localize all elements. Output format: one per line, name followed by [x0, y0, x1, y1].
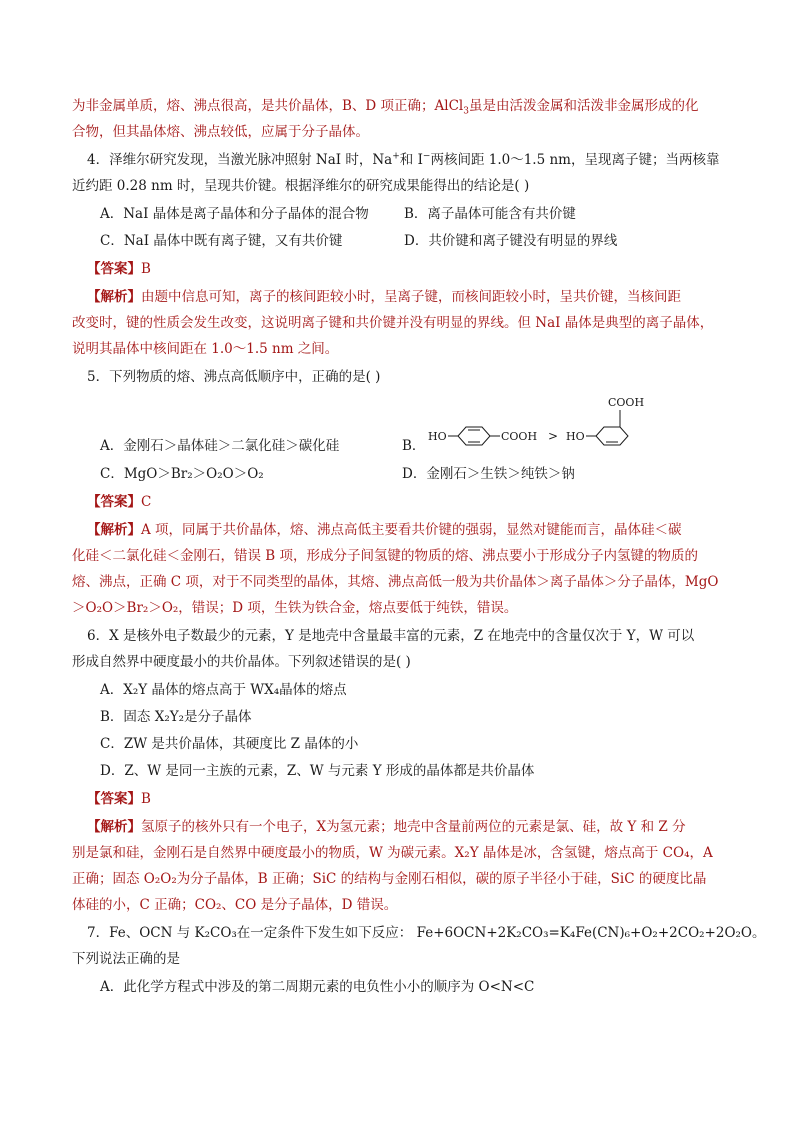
hydroxybenzoic-acid-structures: [420, 390, 660, 450]
greater-than-sign: >: [548, 429, 559, 443]
question-5-analysis-1: 【解析】A 项，同属于共价晶体，熔、沸点高低主要看共价键的强弱，显然对键能而言，晶体硅＜碳: [87, 522, 682, 538]
question-5-option-a: A．金刚石＞晶体硅＞二氯化硅＞碳化硅: [100, 438, 340, 454]
question-4-analysis-2: 改变时，键的性质会发生改变，这说明离子键和共价键并没有明显的界线。但 NaI 晶体是典型的离子晶体，: [72, 315, 714, 331]
question-4-stem-1: 4．泽维尔研究发现，当激光脉冲照射 NaI 时，Na+和 I−两核间距 1.0～1.5 nm，呈现离子键；当两核靠: [87, 151, 720, 168]
question-6-analysis-3: 正确；固态 O₂O₂为分子晶体，B 正确；SiC 的结构与金刚石相似，碳的原子半径小于硅，SiC 的硬度比晶: [72, 871, 707, 887]
continuation-line-2: 合物，但其晶体熔、沸点较低，应属于分子晶体。: [72, 124, 369, 140]
question-6-option-d: D．Z、W 是同一主族的元素，Z、W 与元素 Y 形成的晶体都是共价晶体: [100, 763, 535, 779]
question-6-analysis-1: 【解析】氢原子的核外只有一个电子，X为氢元素；地壳中含量前两位的元素是氯、硅，故 Y 和 Z 分: [87, 819, 686, 835]
question-4-stem-2: 近约距 0.28 nm 时，呈现共价键。根据泽维尔的研究成果能得出的结论是( ): [72, 178, 530, 194]
question-6-option-a: A．X₂Y 晶体的熔点高于 WX₄晶体的熔点: [100, 682, 347, 698]
question-6-option-b: B．固态 X₂Y₂是分子晶体: [100, 709, 252, 725]
question-6-stem-1: 6．X 是核外电子数最少的元素，Y 是地壳中含量最丰富的元素，Z 在地壳中的含量仅次于 Y，W 可以: [87, 628, 695, 644]
question-4-option-d: D．共价键和离子键没有明显的界线: [404, 233, 618, 249]
question-5-analysis-3: 熔、沸点，正确 C 项，对于不同类型的晶体，其熔、沸点高低一般为共价晶体＞离子晶体＞分子晶体，MgO: [72, 574, 719, 590]
cooh-label-right: COOH: [501, 430, 538, 443]
question-4-option-c: C．NaI 晶体中既有离子键，又有共价键: [100, 233, 343, 249]
question-5-analysis-4: ＞O₂O＞Br₂＞O₂，错误；D 项，生铁为铁合金，熔点要低于纯铁，错误。: [72, 600, 518, 616]
cooh-label-top: COOH: [608, 396, 645, 409]
ho-label-right: HO: [566, 430, 585, 443]
question-6-answer: 【答案】B: [87, 791, 151, 807]
question-6-stem-2: 形成自然界中硬度最小的共价晶体。下列叙述错误的是( ): [72, 654, 411, 670]
question-5-answer: 【答案】C: [87, 494, 152, 510]
question-4-option-a: A．NaI 晶体是离子晶体和分子晶体的混合物: [100, 206, 369, 222]
question-5-option-c: C．MgO＞Br₂＞O₂O＞O₂: [100, 466, 264, 482]
question-7-stem-2: 下列说法正确的是: [72, 951, 180, 967]
question-5-analysis-2: 化硅＜二氯化硅＜金刚石，错误 B 项，形成分子间氢键的物质的熔、沸点要小于形成分子内氢键的物质的: [72, 548, 699, 564]
continuation-line-1: 为非金属单质，熔、沸点很高，是共价晶体，B、D 项正确；AlCl$_3$虽是由活泼金属和活泼非金属形成的化: [72, 98, 699, 117]
question-5-option-b: B．: [402, 438, 426, 454]
question-4-analysis-3: 说明其晶体中核间距在 1.0～1.5 nm 之间。: [72, 341, 339, 357]
question-6-analysis-2: 别是氯和硅，金刚石是自然界中硬度最小的物质，W 为碳元素。X₂Y 晶体是冰，含氢键，熔点高于 CO₄，A: [72, 845, 713, 861]
question-4-answer: 【答案】B: [87, 261, 151, 277]
question-6-analysis-4: 体硅的小，C 正确；CO₂、CO 是分子晶体，D 错误。: [72, 897, 398, 913]
question-7-option-a: A．此化学方程式中涉及的第二周期元素的电负性小小的顺序为 O<N<C: [100, 979, 535, 995]
question-6-option-c: C．ZW 是共价晶体，其硬度比 Z 晶体的小: [100, 736, 359, 752]
ho-label-left: HO: [428, 430, 447, 443]
question-4-option-b: B．离子晶体可能含有共价键: [404, 206, 576, 222]
question-5-stem: 5．下列物质的熔、沸点高低顺序中，正确的是( ): [87, 369, 381, 385]
question-7-stem-1: 7．Fe、OCN 与 K₂CO₃在一定条件下发生如下反应： Fe+6OCN+2K₂CO₃=K₄Fe(CN)₆+O₂+2CO₂+2O₂O。: [87, 925, 766, 941]
question-4-analysis-1: 【解析】由题中信息可知，离子的核间距较小时，呈离子键，而核间距较小时，呈共价键，当核间距: [87, 289, 681, 305]
question-5-option-d: D．金刚石＞生铁＞纯铁＞钠: [402, 466, 575, 482]
